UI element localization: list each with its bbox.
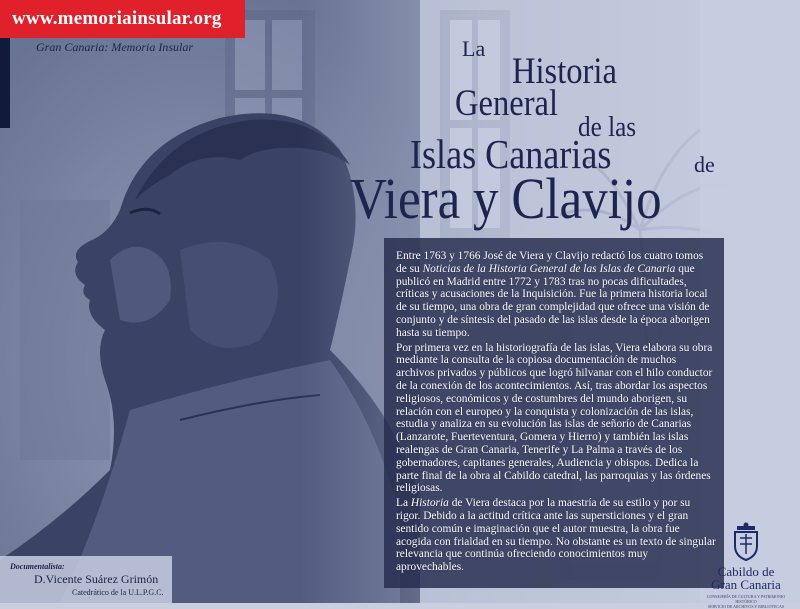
site-subtitle: Gran Canaria: Memoria Insular: [36, 40, 194, 54]
description-text: [396, 250, 716, 574]
cabildo-small-print: CONSEJERÍA DE CULTURA Y PATRIMONIO HISTÓRICO SERVICIO DE ARCHIVOS Y BIBLIOTECAS: [706, 594, 786, 609]
paragraph-1: Entre 1763 y 1766 José de Viera y Clavijo redactó los cuatro tomos de su Noticias de la Historia General de las Islas de Canaria que publicó en Madrid entre 1772 y 1783 tras no pocas dificultades, críticas y acusaciones de la Inquisición. Fue la primera historia local de su tiempo, una obra de gran complejidad que ofrece una visión de conjunto y de síntesis del pasado de las islas desde la época aborigen hasta su tiempo.: [396, 250, 710, 339]
title-historia: Historia: [512, 51, 617, 92]
coat-of-arms-icon: [731, 522, 761, 562]
title-de: de: [694, 152, 715, 177]
cabildo-line-2: Gran Canaria: [711, 577, 781, 592]
title-author: Viera y Clavijo: [350, 166, 662, 231]
credit-role: Catedrático de la U.L.P.G.C.: [72, 588, 164, 597]
site-url-banner[interactable]: www.memoriainsular.org: [0, 0, 245, 38]
title-de-las: de las: [578, 112, 637, 143]
paragraph-2: Por primera vez en la historiografía de las islas, Viera elabora su obra mediante la consulta de la copiosa documentación de muchos archivos privados y públicos que logró hilvanar con el hilo conductor de la conexión de los acontecimientos. Así, tras abordar los aspectos religiosos, económicos y de costumbres del mundo aborigen, su relación con el europeo y la conquista y colonización de las islas, estudia y analiza en su evolución las islas de señorío de Canarias (Lanzarote, Fuerteventura, Gomera y Hierro) y también las islas realengas de Gran Canaria, Tenerife y La Palma a través de los gobernadores, capitanes generales, Audiencia y obispos. Dedica la parte final de la obra al Cabildo catedral, las parroquias y las órdenes religiosas.: [396, 341, 713, 495]
work-title: Noticias de la Historia General de las Islas de Canaria: [422, 262, 676, 275]
credit-name: D.Vicente Suárez Grimón: [34, 572, 159, 586]
paragraph-3: La Historia de Viera destaca por la maestría de su estilo y por su rigor. Debido a la actitud crítica ante las supersticiones y el gran sentido común e imaginación que el autor muestra, la obra fue acogida con frialdad en su tiempo. No obstante es un texto de singular relevancia que continúa ofreciendo conocimientos muy aprovechables.: [396, 497, 716, 574]
title-islas-canarias: Islas Canarias: [410, 131, 612, 177]
left-accent-stripe: [0, 38, 10, 128]
cabildo-line-1: Cabildo de: [717, 564, 775, 579]
title-general: General: [455, 83, 559, 124]
credit-label: Documentalista:: [10, 562, 65, 571]
title-la: La: [462, 36, 486, 61]
